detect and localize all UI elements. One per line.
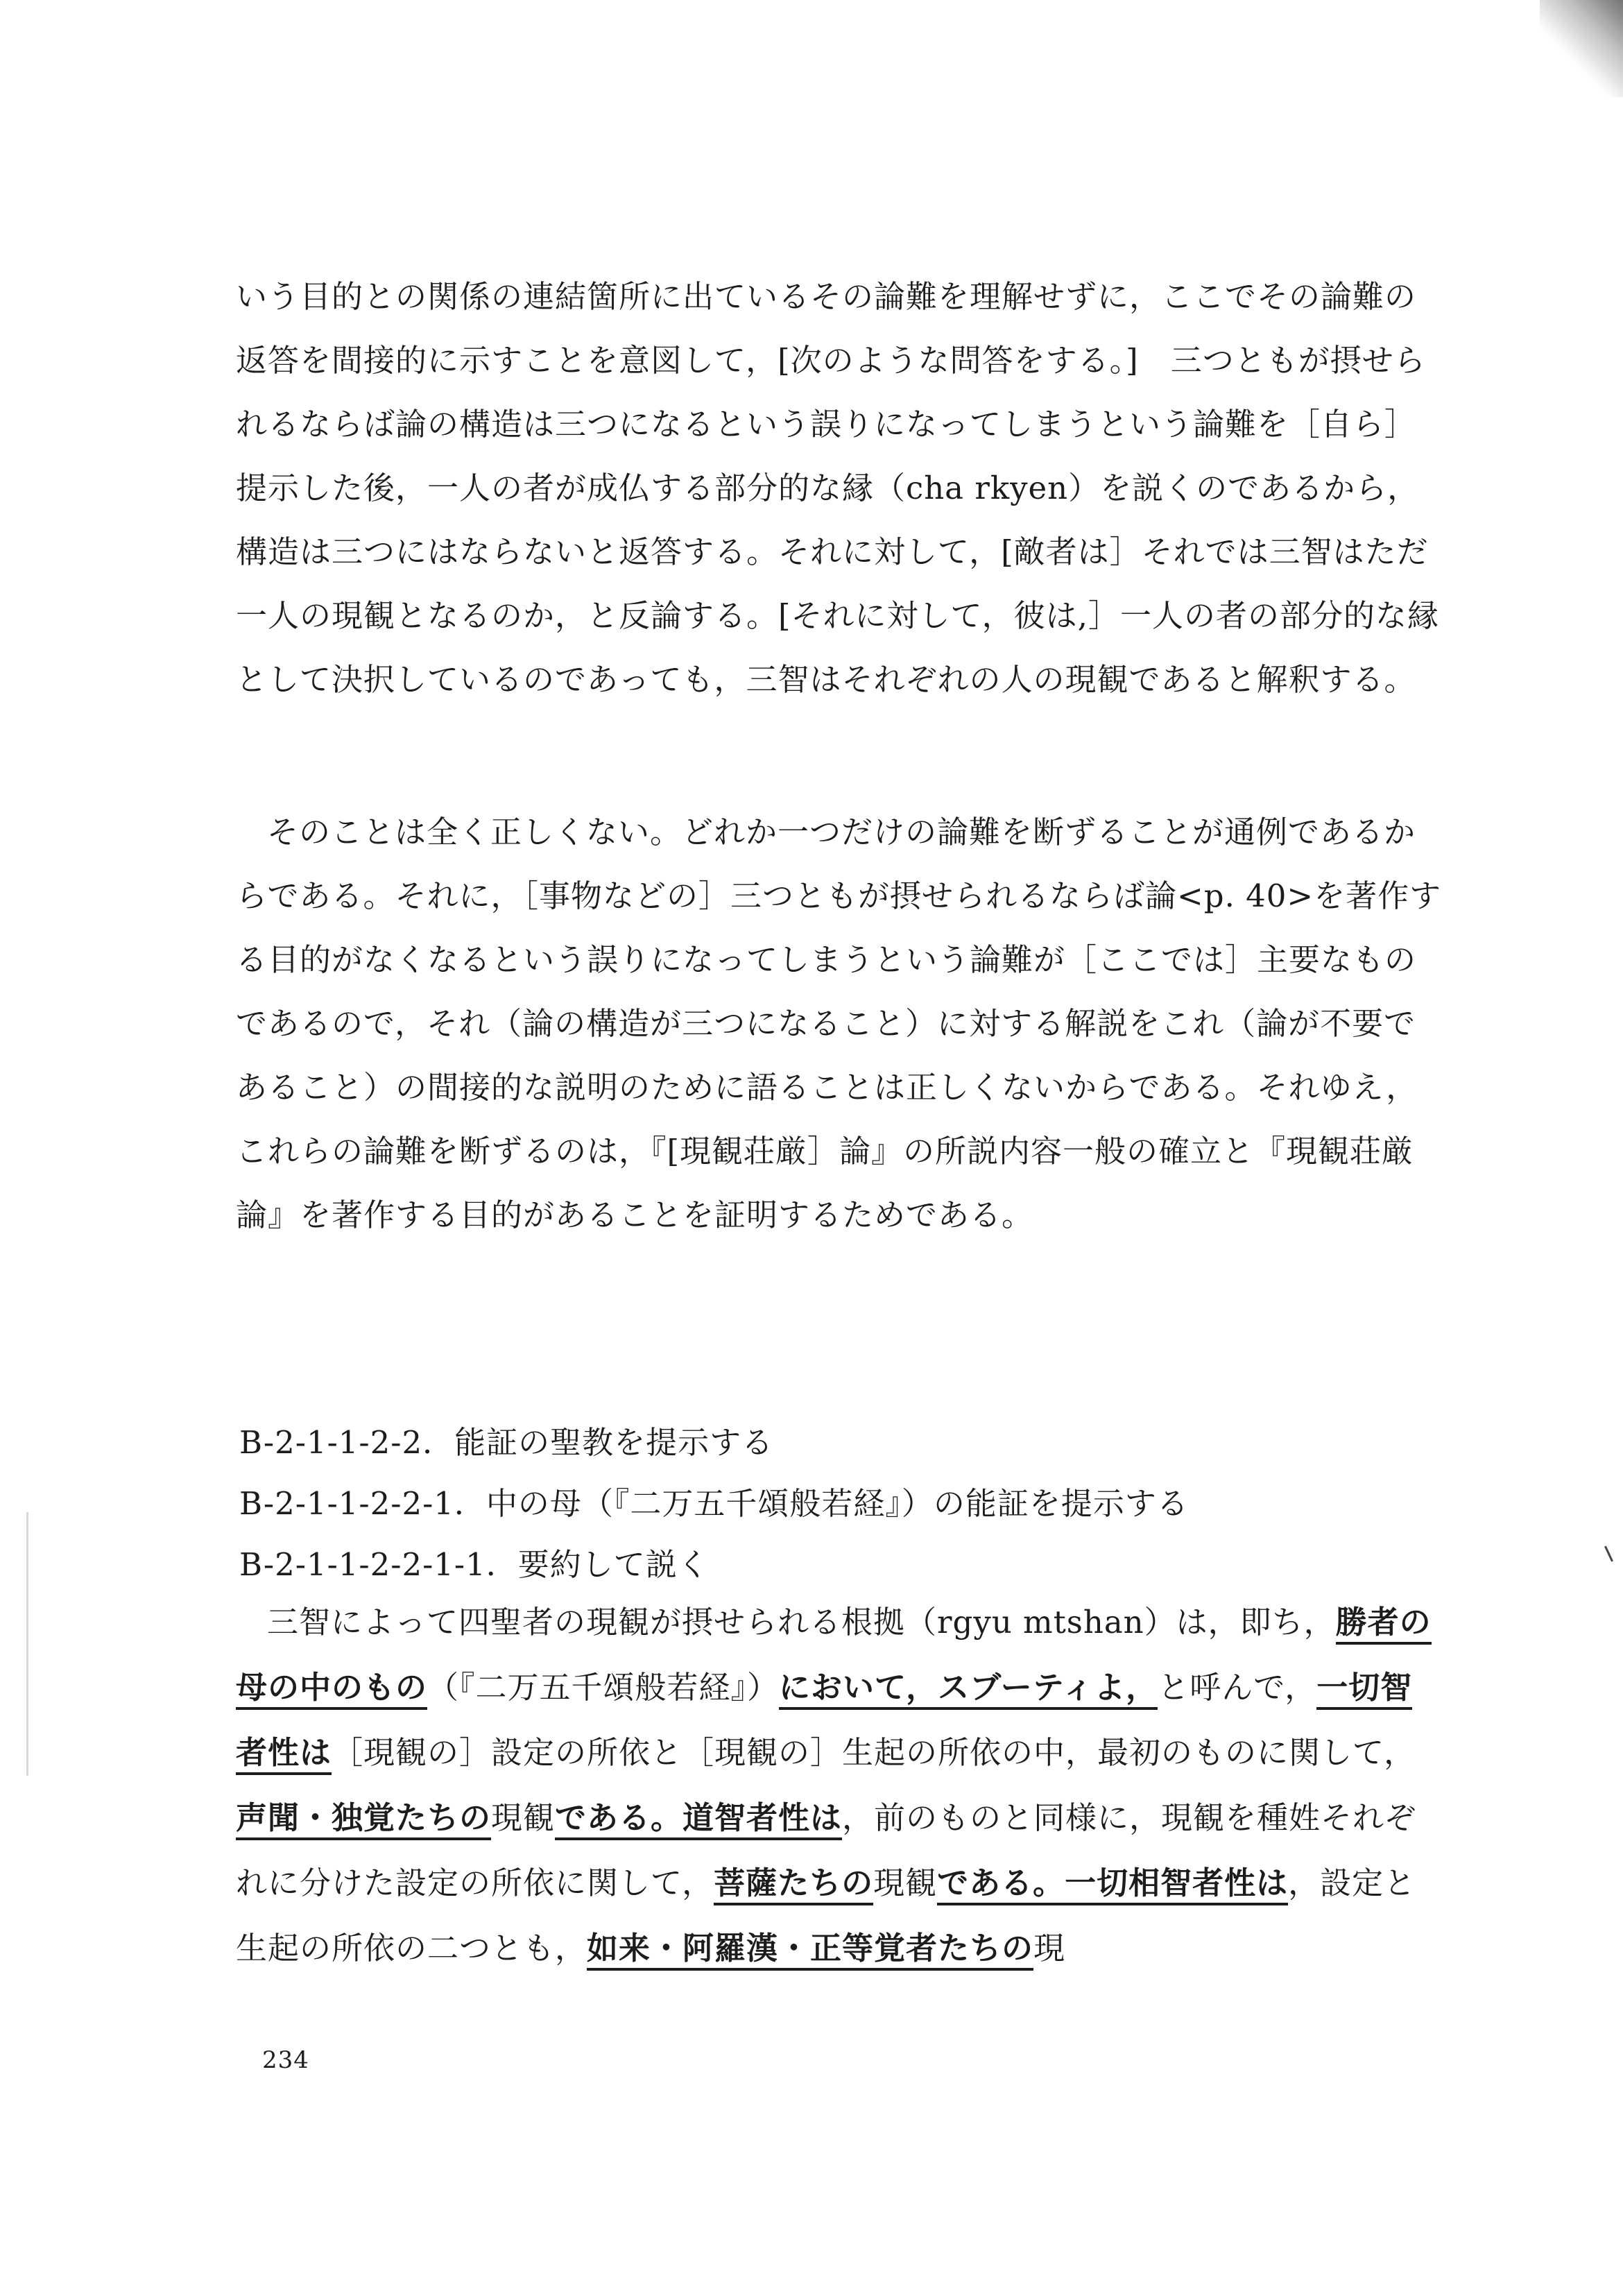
plain-text: 現観: [873, 1865, 938, 1901]
plain-text: 現: [1033, 1930, 1066, 1967]
heading-b-2-1-1-2-2-1-1: B-2-1-1-2-2-1-1．要約して説く: [239, 1546, 710, 1583]
emphasized-quote: 菩薩たちの: [714, 1865, 873, 1905]
emphasized-quote: 声聞・独覚たちの: [236, 1799, 491, 1840]
plain-text: 三智によって四聖者の現観が摂せられる根拠（rgyu mtshan）は，即ち，: [267, 1604, 1336, 1640]
emphasized-quote: 一切智者性は: [236, 1669, 1412, 1775]
emphasized-quote: 如来・阿羅漢・正等覚者たちの: [587, 1930, 1033, 1971]
scan-edge-shadow: [1540, 0, 1623, 97]
plain-text: （『二万五千頌般若経』）: [427, 1669, 780, 1706]
paragraph-refutation: そのことは全く正しくない。どれか一つだけの論難を断ずることが通例であるからである。それに，［事物などの］三つともが摂せられるならば論<p. 40>を著作する目的がなくなるという誤りになってしまうという論難が［ここでは］主要なものであるので，それ（論の構造が三つになること）に対する解説をこれ（論が不要であること）の間接的な説明のために語ることは正しくないからである。それゆえ，これらの論難を断ずるのは，『[現観荘厳］論』の所説内容一般の確立と『現観荘厳論』を著作する目的があることを証明するためである。: [236, 814, 1442, 1233]
emphasized-quote: において，スブーティよ，: [779, 1669, 1158, 1710]
stray-ink-mark: [1604, 1545, 1613, 1561]
section-headings: [239, 1412, 1446, 1595]
emphasized-quote: 勝者の母の中のもの: [236, 1604, 1432, 1710]
heading-b-2-1-1-2-2: B-2-1-1-2-2．能証の聖教を提示する: [239, 1424, 774, 1461]
paragraph-continuation: いう目的との関係の連結箇所に出ているその論難を理解せずに，ここでその論難の返答を間接的に示すことを意図して，[次のような問答をする。] 三つともが摂せられるならば論の構造は三つになるという誤りになってしまうという論難を［自ら］提示した後，一人の者が成仏する部分的な縁（cha rkyen）を説くのであるから，構造は三つにはならないと返答する。それに対して，[敵者は］それでは三智はただ一人の現観となるのか，と反論する。[それに対して，彼は,］一人の者の部分的な縁として決択しているのであっても，三智はそれぞれの人の現観であると解釈する。: [236, 278, 1439, 698]
plain-text: ，前のものと同様に，現観を種姓それぞれに分けた設定の所依に関して，: [236, 1799, 1417, 1901]
page-number: 234: [262, 2046, 309, 2074]
emphasized-quote: である。道智者性は: [555, 1799, 842, 1840]
plain-text: と呼んで，: [1158, 1669, 1317, 1706]
emphasized-quote: である。一切相智者性は: [937, 1865, 1288, 1905]
heading-b-2-1-1-2-2-1: B-2-1-1-2-2-1．中の母（『二万五千頌般若経』）の能証を提示する: [239, 1485, 1189, 1522]
margin-scan-line: [26, 1512, 28, 1776]
plain-text: ［現観の］設定の所依と［現観の］生起の所依の中，最初のものに関して，: [332, 1734, 1416, 1771]
plain-text: ，設定と生起の所依の二つとも，: [236, 1865, 1416, 1967]
paragraph-scriptural-proof: [236, 1590, 1443, 1981]
plain-text: 現観: [491, 1799, 556, 1836]
